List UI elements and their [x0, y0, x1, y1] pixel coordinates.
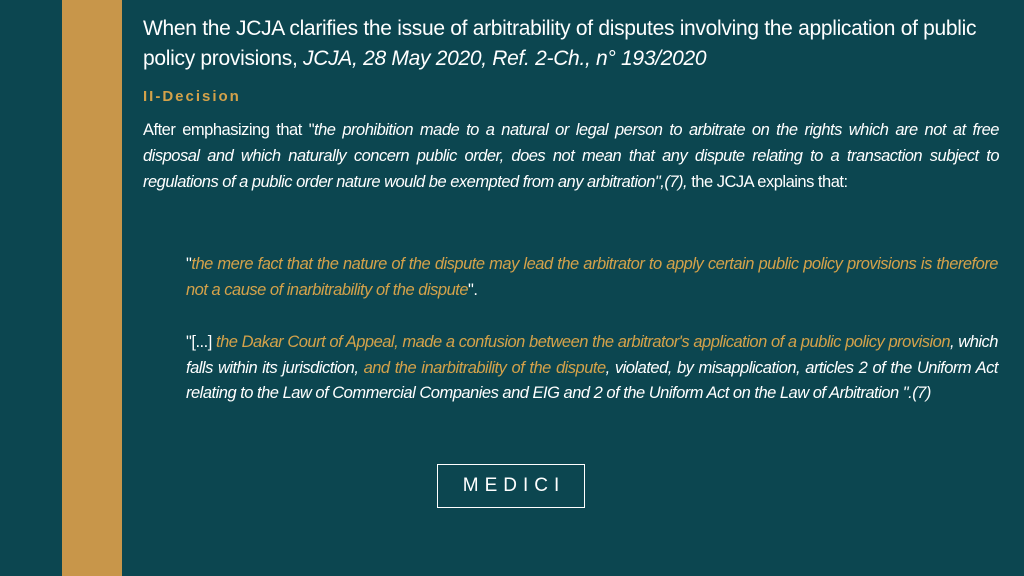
quote2-part4: , violated, by misapplication, articles 2 of the Uniform Act relating to the Law of Commercial Companies and EIG and 2 of the Uniform Act on the Law of Arbitration ".(7): [186, 358, 998, 402]
intro-quote: the prohibition made to a natural or legal person to arbitrate on the rights which are not at free disposal and which naturally concern public order, does not mean that any dispute relating to a transaction subject to regulations of a public order nature would be exempted from any arbitration: [143, 121, 999, 191]
intro-paragraph: [143, 117, 999, 195]
accent-bar: [62, 0, 122, 576]
intro-lead: After emphasizing that ": [143, 121, 315, 139]
title-main: When the JCJA clarifies the issue of arbitrability of disputes involving the application of public policy provisions,: [143, 17, 977, 70]
title-reference: JCJA, 28 May 2020, Ref. 2-Ch., n° 193/2020: [303, 47, 707, 70]
quote2-open: "[...]: [186, 333, 216, 351]
quote1-text: the mere fact that the nature of the dispute may lead the arbitrator to apply certain public policy provisions is therefore not a cause of inarbitrability of the dispute: [186, 255, 998, 299]
quote-block-2: [186, 330, 998, 407]
intro-citation: ",(7),: [654, 173, 688, 191]
quote2-part3: and the inarbitrability of the dispute: [363, 358, 606, 377]
page-title: [143, 14, 1013, 74]
medici-logo: MEDICI: [437, 464, 585, 508]
quote1-close: ".: [468, 280, 478, 299]
quote2-part1: the Dakar Court of Appeal, made a confusion between the arbitrator's application of a public policy provision: [215, 333, 951, 351]
section-heading: II-Decision: [143, 88, 241, 105]
intro-tail: the JCJA explains that:: [687, 173, 848, 191]
quote-block-1: [186, 252, 998, 303]
quote2-part2: , which falls within its jurisdiction,: [186, 333, 998, 377]
quote1-open: ": [186, 255, 192, 273]
